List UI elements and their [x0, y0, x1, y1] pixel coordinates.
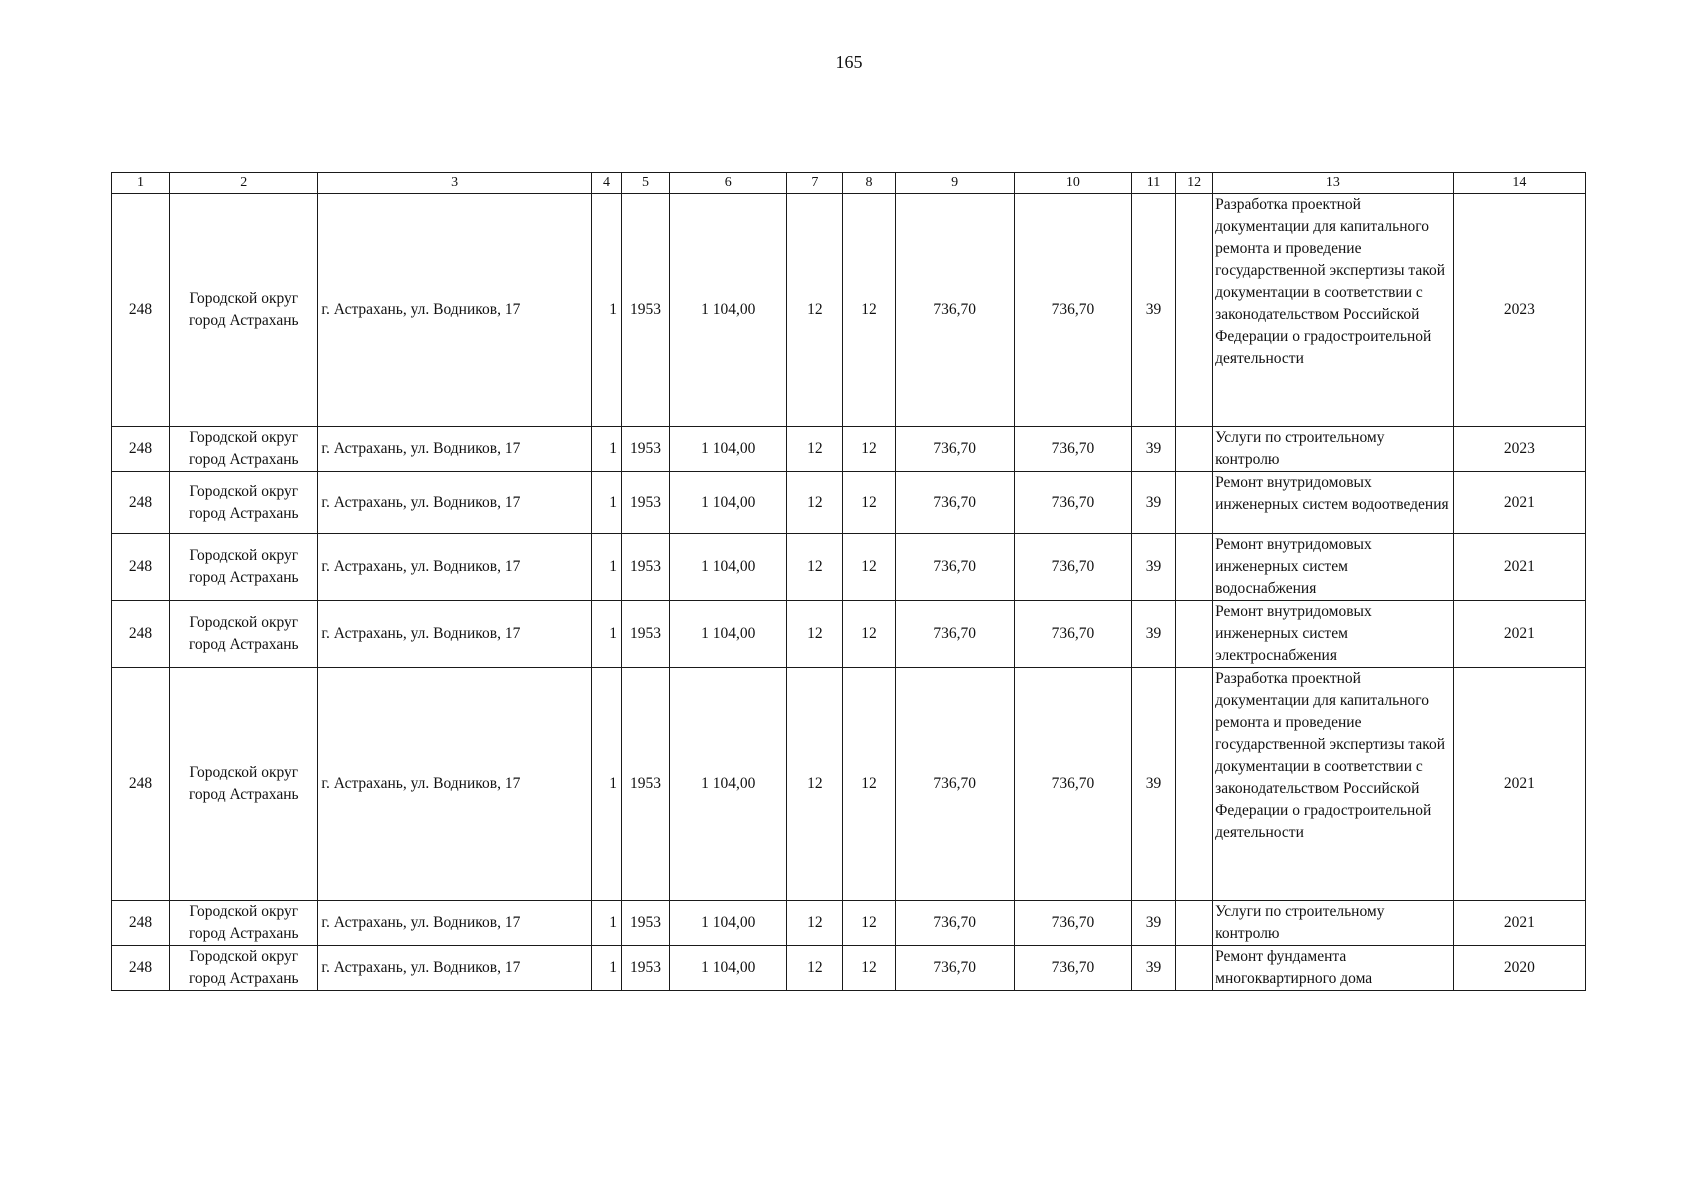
cell-col-7: 12 [787, 427, 843, 472]
cell-work-type: Ремонт фундамента многоквартирного дома [1213, 946, 1453, 991]
cell-year-built: 1953 [622, 472, 670, 534]
cell-col-11: 39 [1132, 946, 1176, 991]
cell-col-6: 1 104,00 [670, 601, 787, 668]
column-number-row [112, 173, 1586, 194]
cell-col-8: 12 [843, 534, 895, 601]
cell-address: г. Астрахань, ул. Водников, 17 [318, 668, 592, 901]
cell-col-4: 1 [591, 194, 621, 427]
cell-col-8: 12 [843, 668, 895, 901]
cell-col-4: 1 [591, 601, 621, 668]
cell-col-12 [1176, 472, 1213, 534]
table-row [112, 901, 1586, 946]
column-number-8: 8 [843, 173, 895, 194]
column-number-13: 13 [1213, 173, 1453, 194]
cell-col-10: 736,70 [1014, 427, 1131, 472]
table-row [112, 472, 1586, 534]
column-number-11: 11 [1132, 173, 1176, 194]
cell-col-10: 736,70 [1014, 194, 1131, 427]
column-number-3: 3 [318, 173, 592, 194]
cell-col-9: 736,70 [895, 901, 1014, 946]
cell-col-11: 39 [1132, 901, 1176, 946]
cell-work-type: Ремонт внутридомовых инженерных систем электроснабжения [1213, 601, 1453, 668]
cell-address: г. Астрахань, ул. Водников, 17 [318, 601, 592, 668]
cell-col-10: 736,70 [1014, 668, 1131, 901]
cell-col-7: 12 [787, 901, 843, 946]
cell-col-10: 736,70 [1014, 946, 1131, 991]
cell-col-12 [1176, 194, 1213, 427]
cell-col-10: 736,70 [1014, 901, 1131, 946]
cell-municipality: Городской округ город Астрахань [170, 472, 318, 534]
cell-col-12 [1176, 534, 1213, 601]
cell-municipality: Городской округ город Астрахань [170, 601, 318, 668]
cell-planned-year: 2020 [1453, 946, 1585, 991]
cell-col-4: 1 [591, 427, 621, 472]
cell-col-6: 1 104,00 [670, 194, 787, 427]
cell-col-6: 1 104,00 [670, 472, 787, 534]
cell-address: г. Астрахань, ул. Водников, 17 [318, 534, 592, 601]
cell-address: г. Астрахань, ул. Водников, 17 [318, 472, 592, 534]
table-row [112, 601, 1586, 668]
cell-col-11: 39 [1132, 601, 1176, 668]
cell-col-6: 1 104,00 [670, 901, 787, 946]
cell-address: г. Астрахань, ул. Водников, 17 [318, 194, 592, 427]
cell-col-12 [1176, 901, 1213, 946]
column-number-12: 12 [1176, 173, 1213, 194]
cell-col-9: 736,70 [895, 668, 1014, 901]
column-number-5: 5 [622, 173, 670, 194]
cell-row-number: 248 [112, 472, 170, 534]
cell-col-6: 1 104,00 [670, 427, 787, 472]
page-number: 165 [835, 52, 863, 72]
cell-col-7: 12 [787, 194, 843, 427]
cell-work-type: Услуги по строительному контролю [1213, 901, 1453, 946]
cell-col-12 [1176, 668, 1213, 901]
cell-municipality: Городской округ город Астрахань [170, 194, 318, 427]
table-header [112, 173, 1586, 194]
cell-col-11: 39 [1132, 534, 1176, 601]
cell-row-number: 248 [112, 534, 170, 601]
cell-col-8: 12 [843, 194, 895, 427]
cell-col-8: 12 [843, 472, 895, 534]
cell-planned-year: 2021 [1453, 668, 1585, 901]
table-row [112, 427, 1586, 472]
cell-col-6: 1 104,00 [670, 668, 787, 901]
cell-col-7: 12 [787, 668, 843, 901]
cell-municipality: Городской округ город Астрахань [170, 534, 318, 601]
cell-col-6: 1 104,00 [670, 946, 787, 991]
cell-year-built: 1953 [622, 601, 670, 668]
cell-planned-year: 2023 [1453, 194, 1585, 427]
cell-work-type: Ремонт внутридомовых инженерных систем водоотведения [1213, 472, 1453, 534]
column-number-7: 7 [787, 173, 843, 194]
cell-planned-year: 2021 [1453, 901, 1585, 946]
cell-address: г. Астрахань, ул. Водников, 17 [318, 901, 592, 946]
table-row [112, 668, 1586, 901]
cell-col-7: 12 [787, 601, 843, 668]
cell-col-9: 736,70 [895, 601, 1014, 668]
cell-col-12 [1176, 946, 1213, 991]
cell-col-11: 39 [1132, 427, 1176, 472]
cell-col-9: 736,70 [895, 946, 1014, 991]
cell-col-9: 736,70 [895, 427, 1014, 472]
cell-col-9: 736,70 [895, 534, 1014, 601]
cell-col-4: 1 [591, 668, 621, 901]
cell-municipality: Городской округ город Астрахань [170, 946, 318, 991]
table-row [112, 946, 1586, 991]
cell-col-9: 736,70 [895, 472, 1014, 534]
cell-row-number: 248 [112, 194, 170, 427]
cell-col-9: 736,70 [895, 194, 1014, 427]
cell-col-8: 12 [843, 946, 895, 991]
cell-col-4: 1 [591, 534, 621, 601]
column-number-10: 10 [1014, 173, 1131, 194]
cell-col-7: 12 [787, 472, 843, 534]
column-number-9: 9 [895, 173, 1014, 194]
cell-year-built: 1953 [622, 534, 670, 601]
cell-work-type: Ремонт внутридомовых инженерных систем водоснабжения [1213, 534, 1453, 601]
cell-row-number: 248 [112, 901, 170, 946]
cell-col-4: 1 [591, 472, 621, 534]
cell-col-4: 1 [591, 901, 621, 946]
column-number-2: 2 [170, 173, 318, 194]
cell-year-built: 1953 [622, 668, 670, 901]
cell-row-number: 248 [112, 668, 170, 901]
cell-col-8: 12 [843, 601, 895, 668]
cell-municipality: Городской округ город Астрахань [170, 427, 318, 472]
cell-col-10: 736,70 [1014, 534, 1131, 601]
cell-year-built: 1953 [622, 427, 670, 472]
cell-work-type: Разработка проектной документации для капитального ремонта и проведение государственной экспертизы такой документации в соответствии с законодательством Российской Федерации о градостроительной деятельности [1213, 668, 1453, 901]
cell-col-4: 1 [591, 946, 621, 991]
cell-planned-year: 2021 [1453, 472, 1585, 534]
cell-col-11: 39 [1132, 194, 1176, 427]
table-row [112, 534, 1586, 601]
cell-col-7: 12 [787, 946, 843, 991]
cell-col-8: 12 [843, 901, 895, 946]
table-row [112, 194, 1586, 427]
cell-col-11: 39 [1132, 472, 1176, 534]
cell-year-built: 1953 [622, 901, 670, 946]
cell-col-8: 12 [843, 427, 895, 472]
cell-col-10: 736,70 [1014, 472, 1131, 534]
cell-address: г. Астрахань, ул. Водников, 17 [318, 946, 592, 991]
cell-row-number: 248 [112, 946, 170, 991]
cell-year-built: 1953 [622, 194, 670, 427]
column-number-1: 1 [112, 173, 170, 194]
cell-col-10: 736,70 [1014, 601, 1131, 668]
cell-row-number: 248 [112, 427, 170, 472]
cell-municipality: Городской округ город Астрахань [170, 668, 318, 901]
cell-planned-year: 2023 [1453, 427, 1585, 472]
cell-planned-year: 2021 [1453, 534, 1585, 601]
cell-col-6: 1 104,00 [670, 534, 787, 601]
table-body [112, 194, 1586, 991]
column-number-4: 4 [591, 173, 621, 194]
cell-address: г. Астрахань, ул. Водников, 17 [318, 427, 592, 472]
cell-row-number: 248 [112, 601, 170, 668]
cell-planned-year: 2021 [1453, 601, 1585, 668]
cell-col-12 [1176, 427, 1213, 472]
cell-work-type: Разработка проектной документации для капитального ремонта и проведение государственной экспертизы такой документации в соответствии с законодательством Российской Федерации о градостроительной деятельности [1213, 194, 1453, 427]
cell-work-type: Услуги по строительному контролю [1213, 427, 1453, 472]
column-number-6: 6 [670, 173, 787, 194]
cell-col-12 [1176, 601, 1213, 668]
column-number-14: 14 [1453, 173, 1585, 194]
cell-col-11: 39 [1132, 668, 1176, 901]
cell-municipality: Городской округ город Астрахань [170, 901, 318, 946]
cell-col-7: 12 [787, 534, 843, 601]
repair-program-table [111, 172, 1586, 991]
cell-year-built: 1953 [622, 946, 670, 991]
